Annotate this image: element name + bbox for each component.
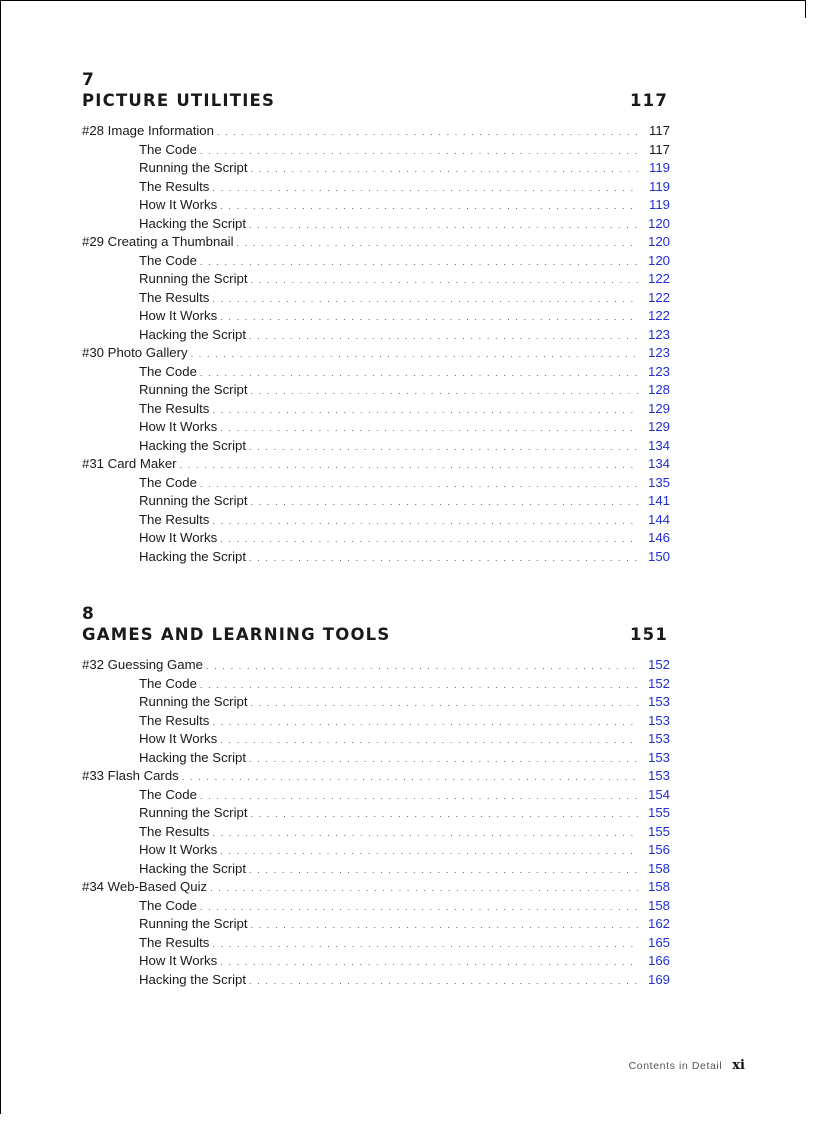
toc-page-number[interactable]: 128 bbox=[647, 382, 670, 397]
toc-entry-label[interactable]: The Results bbox=[139, 400, 210, 416]
toc-page-number[interactable]: 166 bbox=[647, 953, 670, 968]
toc-subentry[interactable] bbox=[82, 860, 670, 879]
toc-subentry[interactable] bbox=[82, 215, 670, 234]
toc-list bbox=[82, 122, 670, 566]
toc-entry[interactable] bbox=[82, 233, 670, 252]
toc-entry-label[interactable]: Hacking the Script bbox=[139, 749, 247, 765]
dot-leader bbox=[212, 290, 638, 309]
toc-page-number[interactable]: 150 bbox=[647, 548, 670, 564]
toc-page-number[interactable]: 129 bbox=[647, 419, 670, 434]
toc-entry-label[interactable]: The Results bbox=[139, 511, 210, 527]
toc-page-number[interactable]: 158 bbox=[647, 897, 670, 913]
dot-leader bbox=[249, 750, 638, 769]
toc-subentry[interactable] bbox=[82, 492, 670, 511]
toc-subentry[interactable] bbox=[82, 307, 670, 326]
toc-entry-label[interactable]: Hacking the Script bbox=[139, 971, 247, 987]
toc-page-number[interactable]: 117 bbox=[648, 141, 670, 157]
dot-leader bbox=[212, 179, 638, 198]
toc-subentry[interactable] bbox=[82, 934, 670, 953]
toc-subentry[interactable] bbox=[82, 289, 670, 308]
toc-entry-label[interactable]: Hacking the Script bbox=[139, 326, 247, 342]
toc-page-number[interactable]: 155 bbox=[647, 805, 670, 820]
dot-leader bbox=[249, 327, 638, 346]
toc-entry-label[interactable]: The Results bbox=[139, 934, 210, 950]
dot-leader bbox=[212, 401, 638, 420]
toc-page-number[interactable]: 129 bbox=[647, 400, 670, 416]
toc-subentry[interactable] bbox=[82, 730, 670, 749]
page-edge-top bbox=[0, 0, 806, 1]
toc-list bbox=[82, 656, 670, 989]
toc-entry-label[interactable]: The Code bbox=[139, 363, 197, 379]
toc-entry-label[interactable]: How It Works bbox=[139, 419, 218, 434]
toc-page-number[interactable]: 169 bbox=[647, 971, 670, 987]
dot-leader bbox=[220, 419, 638, 438]
toc-entry[interactable] bbox=[82, 122, 670, 141]
toc-entry-label[interactable]: #30 Photo Gallery bbox=[82, 345, 188, 360]
toc-entry-label[interactable]: How It Works bbox=[139, 731, 218, 746]
toc-entry-label[interactable]: #34 Web-Based Quiz bbox=[82, 879, 208, 894]
dot-leader bbox=[220, 197, 638, 216]
toc-entry-label[interactable]: The Results bbox=[139, 823, 210, 839]
toc-page-number[interactable]: 154 bbox=[647, 786, 670, 802]
dot-leader bbox=[182, 768, 638, 787]
toc-subentry[interactable] bbox=[82, 786, 670, 805]
chapter-number: 7 bbox=[82, 70, 94, 90]
toc-subentry[interactable] bbox=[82, 675, 670, 694]
chapter-number: 8 bbox=[82, 604, 94, 624]
toc-subentry[interactable] bbox=[82, 841, 670, 860]
dot-leader bbox=[217, 123, 638, 142]
toc-page-number[interactable]: 158 bbox=[647, 860, 670, 876]
toc-entry-label[interactable]: How It Works bbox=[139, 953, 218, 968]
toc-page-number[interactable]: 119 bbox=[648, 178, 670, 194]
dot-leader bbox=[200, 475, 638, 494]
toc-entry-label[interactable]: #32 Guessing Game bbox=[82, 657, 203, 672]
toc-page-number[interactable]: 119 bbox=[648, 160, 670, 175]
dot-leader bbox=[249, 216, 638, 235]
toc-subentry[interactable] bbox=[82, 196, 670, 215]
toc-entry-label[interactable]: Running the Script bbox=[139, 916, 248, 931]
dot-leader bbox=[200, 898, 638, 917]
page-footer bbox=[600, 1058, 745, 1076]
toc-page-number[interactable]: 141 bbox=[647, 493, 670, 508]
toc-subentry[interactable] bbox=[82, 897, 670, 916]
toc-subentry[interactable] bbox=[82, 418, 670, 437]
toc-subentry[interactable] bbox=[82, 178, 670, 197]
dot-leader bbox=[220, 308, 638, 327]
toc-entry-label[interactable]: The Code bbox=[139, 786, 197, 802]
toc-entry-label[interactable]: Hacking the Script bbox=[139, 437, 247, 453]
toc-entry-label[interactable]: #28 Image Information bbox=[82, 123, 214, 138]
dot-leader bbox=[220, 842, 638, 861]
toc-page-number[interactable]: 134 bbox=[647, 437, 670, 453]
toc-entry-label[interactable]: Hacking the Script bbox=[139, 548, 247, 564]
toc-entry-label[interactable]: #31 Card Maker bbox=[82, 456, 177, 471]
chapter-7-section bbox=[82, 70, 670, 566]
chapter-page-number[interactable]: 117 bbox=[629, 91, 668, 110]
toc-page-number[interactable]: 165 bbox=[647, 934, 670, 950]
toc-page-number[interactable]: 144 bbox=[647, 511, 670, 527]
toc-entry-label[interactable]: The Code bbox=[139, 897, 197, 913]
dot-leader bbox=[249, 549, 638, 568]
toc-subentry[interactable] bbox=[82, 270, 670, 289]
toc-entry-label[interactable]: How It Works bbox=[139, 842, 218, 857]
toc-page-number[interactable]: 123 bbox=[647, 363, 670, 379]
dot-leader bbox=[251, 160, 639, 179]
toc-entry-label[interactable]: The Results bbox=[139, 289, 210, 305]
toc-subentry[interactable] bbox=[82, 437, 670, 456]
dot-leader bbox=[237, 234, 638, 253]
toc-page-number[interactable]: 146 bbox=[647, 530, 670, 545]
toc-subentry[interactable] bbox=[82, 971, 670, 990]
toc-subentry[interactable] bbox=[82, 381, 670, 400]
dot-leader bbox=[220, 530, 638, 549]
toc-subentry[interactable] bbox=[82, 141, 670, 160]
toc-subentry[interactable] bbox=[82, 326, 670, 345]
page-edge-right bbox=[805, 0, 806, 18]
chapter-title[interactable]: GAMES AND LEARNING TOOLS bbox=[82, 625, 391, 644]
toc-subentry[interactable] bbox=[82, 823, 670, 842]
toc-entry-label[interactable]: Running the Script bbox=[139, 493, 248, 508]
toc-entry[interactable] bbox=[82, 878, 670, 897]
dot-leader bbox=[210, 879, 638, 898]
toc-subentry[interactable] bbox=[82, 915, 670, 934]
toc-entry-label[interactable]: How It Works bbox=[139, 530, 218, 545]
dot-leader bbox=[251, 493, 639, 512]
dot-leader bbox=[200, 364, 638, 383]
dot-leader bbox=[251, 916, 639, 935]
toc-subentry[interactable] bbox=[82, 400, 670, 419]
toc-entry-label[interactable]: #29 Creating a Thumbnail bbox=[82, 234, 234, 249]
toc-page-number[interactable]: 120 bbox=[647, 215, 670, 231]
toc-entry-label[interactable]: Hacking the Script bbox=[139, 215, 247, 231]
toc-entry-label[interactable]: Running the Script bbox=[139, 271, 248, 286]
dot-leader bbox=[212, 713, 638, 732]
toc-page-number[interactable]: 153 bbox=[647, 749, 670, 765]
dot-leader bbox=[251, 382, 639, 401]
toc-subentry[interactable] bbox=[82, 712, 670, 731]
dot-leader bbox=[220, 953, 638, 972]
toc-page-number[interactable]: 135 bbox=[647, 474, 670, 490]
toc-subentry[interactable] bbox=[82, 749, 670, 768]
toc-page-number[interactable]: 122 bbox=[647, 271, 670, 286]
toc-entry-label[interactable]: The Code bbox=[139, 675, 197, 691]
toc-page-number[interactable]: 152 bbox=[647, 675, 670, 691]
dot-leader bbox=[200, 142, 638, 161]
toc-page-number[interactable]: 153 bbox=[647, 694, 670, 709]
toc-entry-label[interactable]: The Code bbox=[139, 474, 197, 490]
toc-entry-label[interactable]: The Results bbox=[139, 178, 210, 194]
toc-page-number[interactable]: 119 bbox=[648, 197, 670, 212]
toc-page-number[interactable]: 153 bbox=[647, 731, 670, 746]
dot-leader bbox=[212, 824, 638, 843]
dot-leader bbox=[249, 438, 638, 457]
dot-leader bbox=[251, 694, 639, 713]
dot-leader bbox=[206, 657, 638, 676]
dot-leader bbox=[200, 676, 638, 695]
toc-page-number[interactable]: 122 bbox=[647, 308, 670, 323]
chapter-title[interactable]: PICTURE UTILITIES bbox=[82, 91, 276, 110]
toc-page-number[interactable]: 123 bbox=[647, 345, 670, 360]
toc-entry[interactable] bbox=[82, 455, 670, 474]
toc-subentry[interactable] bbox=[82, 548, 670, 567]
toc-entry-label[interactable]: Running the Script bbox=[139, 160, 248, 175]
toc-entry-label[interactable]: Running the Script bbox=[139, 805, 248, 820]
toc-page-number[interactable]: 156 bbox=[647, 842, 670, 857]
toc-entry-label[interactable]: The Code bbox=[139, 252, 197, 268]
dot-leader bbox=[200, 787, 638, 806]
toc-page-number[interactable]: 162 bbox=[647, 916, 670, 931]
toc-subentry[interactable] bbox=[82, 474, 670, 493]
chapter-heading[interactable] bbox=[82, 624, 670, 646]
chapter-heading[interactable] bbox=[82, 90, 670, 112]
toc-entry-label[interactable]: #33 Flash Cards bbox=[82, 768, 179, 783]
toc-subentry[interactable] bbox=[82, 804, 670, 823]
footer-page-number: xi bbox=[732, 1058, 745, 1073]
toc-page-number[interactable]: 152 bbox=[647, 657, 670, 672]
toc-page-number[interactable]: 134 bbox=[647, 456, 670, 471]
toc-entry-label[interactable]: The Code bbox=[139, 141, 197, 157]
toc-entry-label[interactable]: Running the Script bbox=[139, 382, 248, 397]
toc-entry-label[interactable]: The Results bbox=[139, 712, 210, 728]
toc-page-number[interactable]: 155 bbox=[647, 823, 670, 839]
toc-entry[interactable] bbox=[82, 344, 670, 363]
toc-subentry[interactable] bbox=[82, 952, 670, 971]
toc-entry-label[interactable]: Running the Script bbox=[139, 694, 248, 709]
dot-leader bbox=[251, 271, 639, 290]
toc-subentry[interactable] bbox=[82, 529, 670, 548]
toc-page-number[interactable]: 158 bbox=[647, 879, 670, 894]
toc-entry-label[interactable]: How It Works bbox=[139, 308, 218, 323]
toc-subentry[interactable] bbox=[82, 363, 670, 382]
toc-page-number[interactable]: 153 bbox=[647, 768, 670, 783]
toc-page-number[interactable]: 123 bbox=[647, 326, 670, 342]
toc-page-number[interactable]: 120 bbox=[647, 252, 670, 268]
toc-entry-label[interactable]: Hacking the Script bbox=[139, 860, 247, 876]
dot-leader bbox=[249, 861, 638, 880]
toc-entry[interactable] bbox=[82, 767, 670, 786]
chapter-8-section bbox=[82, 604, 670, 989]
toc-entry-label[interactable]: How It Works bbox=[139, 197, 218, 212]
toc-entry[interactable] bbox=[82, 656, 670, 675]
dot-leader bbox=[249, 972, 638, 991]
toc-subentry[interactable] bbox=[82, 693, 670, 712]
toc-subentry[interactable] bbox=[82, 159, 670, 178]
toc-subentry[interactable] bbox=[82, 511, 670, 530]
dot-leader bbox=[212, 512, 638, 531]
toc-page-number[interactable]: 122 bbox=[647, 289, 670, 305]
dot-leader bbox=[200, 253, 638, 272]
dot-leader bbox=[191, 345, 638, 364]
footer-label: Contents in Detail bbox=[628, 1060, 723, 1072]
page-edge-left bbox=[0, 0, 1, 1114]
toc-page-number[interactable]: 153 bbox=[647, 712, 670, 728]
chapter-page-number[interactable]: 151 bbox=[629, 625, 668, 644]
dot-leader bbox=[220, 731, 638, 750]
toc-subentry[interactable] bbox=[82, 252, 670, 271]
dot-leader bbox=[180, 456, 638, 475]
toc-page-number[interactable]: 117 bbox=[648, 123, 670, 138]
dot-leader bbox=[251, 805, 639, 824]
dot-leader bbox=[212, 935, 638, 954]
toc-page-number[interactable]: 120 bbox=[647, 234, 670, 249]
